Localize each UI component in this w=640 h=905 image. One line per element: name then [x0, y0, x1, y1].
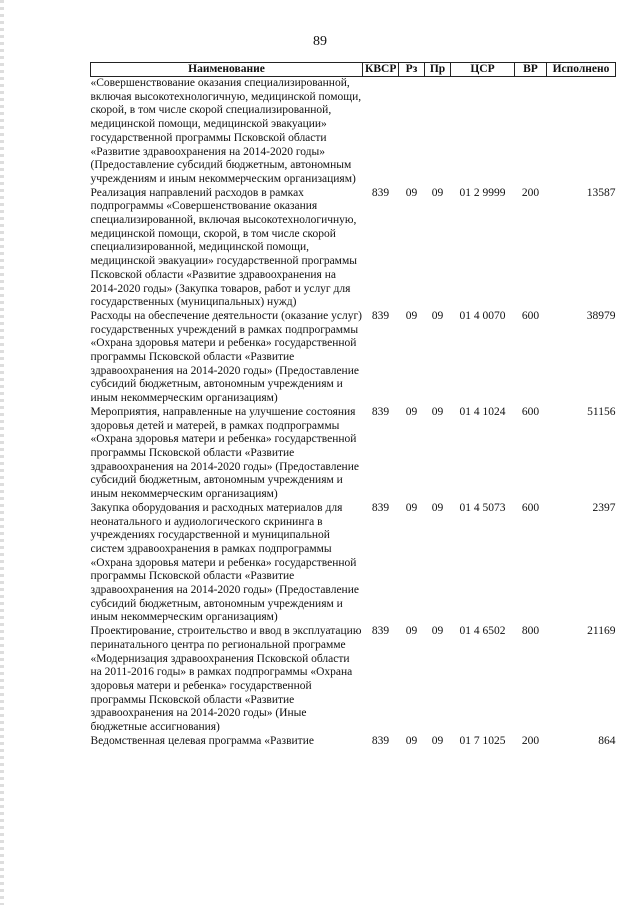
table-row: [91, 406, 616, 502]
row-vr: [515, 77, 547, 187]
row-name: Расходы на обеспечение деятельности (оказание услуг) государственных учреждений в рамках подпрограммы «Охрана здоровья матери и ребенка» государственной программы Псковской области «Развитие здравоохранения на 2014-2020 годы» (Предоставление субсидий бюджетным, автономным учреждениям и иным некоммерческим организациям): [90, 309, 362, 405]
row-kvsr: [363, 77, 399, 187]
row-csr: 01 4 6502: [459, 625, 506, 638]
row-vr: 200: [521, 186, 540, 199]
row-pr: 09: [431, 309, 444, 322]
row-vr: 600: [521, 405, 540, 418]
row-done: 13587: [586, 186, 616, 199]
row-name: Реализация направлений расходов в рамках подпрограммы «Совершенствование оказания специализированной, включая высокотехнологичную, медицинской помощи, скорой, в том числе скорой специализированной, медицинской помощи, медицинской эвакуации» государственной программы Псковской области «Развитие здравоохранения на 2014-2020 годы» (Закупка товаров, работ и услуг для государственных (муниципальных) нужд): [90, 186, 357, 309]
row-name: Закупка оборудования и расходных материалов для неонатального и аудиологического скрининга в учреждениях государственной и муниципальной систем здравоохранения в рамках подпрограммы «Охрана здоровья матери и ребенка» государственной программы Псковской области «Развитие здравоохранения на 2014-2020 годы» (Предоставление субсидий бюджетным, автономным учреждениям и иным некоммерческим организациям): [90, 501, 359, 624]
row-name: Проектирование, строительство и ввод в эксплуатацию перинатального центра по региональной программе «Модернизация здравоохранения Псковской области на 2011-2016 годы» в рамках подпрограммы «Охрана здоровья матери и ребенка» государственной программы Псковской области «Развитие здравоохранения на 2014-2020 годы» (Иные бюджетные ассигнования): [90, 625, 362, 734]
row-done: 2397: [592, 501, 616, 514]
header-pr: Пр: [425, 63, 451, 77]
header-done: Исполнено: [547, 63, 616, 77]
row-csr: 01 4 5073: [459, 501, 506, 514]
row-vr: 800: [521, 625, 540, 638]
scan-edge-artifact: [0, 0, 4, 905]
header-csr: ЦСР: [451, 63, 515, 77]
header-vr: ВР: [515, 63, 547, 77]
row-pr: 09: [431, 405, 444, 418]
row-name: «Совершенствование оказания специализированной, включая высокотехнологичную, медицинской помощи, скорой, в том числе скорой специализированной, медицинской помощи, медицинской эвакуации» государственной программы Псковской области «Развитие здравоохранения на 2014-2020 годы» (Предоставление субсидий бюджетным, автономным учреждениям и иным некоммерческим организациям): [90, 77, 362, 185]
row-kvsr: 839: [371, 309, 390, 322]
row-rz: 09: [405, 309, 418, 322]
header-name: Наименование: [91, 63, 363, 77]
row-rz: 09: [405, 405, 418, 418]
row-csr: 01 4 1024: [459, 405, 506, 418]
row-rz: 09: [405, 734, 418, 747]
row-csr: 01 7 1025: [459, 734, 506, 747]
row-vr: 600: [521, 501, 540, 514]
row-pr: 09: [431, 186, 444, 199]
row-csr: [451, 77, 515, 187]
table-header-row: [91, 63, 616, 77]
row-pr: 09: [431, 501, 444, 514]
row-rz: 09: [405, 625, 418, 638]
header-rz: Рз: [399, 63, 425, 77]
table-row: [91, 502, 616, 625]
row-done: 38979: [586, 309, 616, 322]
page-number: 89: [313, 34, 327, 49]
row-done: [547, 77, 616, 187]
row-kvsr: 839: [371, 625, 390, 638]
table-row: [91, 77, 616, 187]
row-kvsr: 839: [371, 186, 390, 199]
row-done: 21169: [587, 625, 616, 638]
table-row: [91, 625, 616, 735]
row-csr: 01 4 0070: [459, 309, 506, 322]
row-rz: [399, 77, 425, 187]
row-rz: 09: [405, 186, 418, 199]
row-vr: 600: [521, 309, 540, 322]
row-kvsr: 839: [371, 501, 390, 514]
table-row: [91, 310, 616, 406]
row-csr: 01 2 9999: [459, 186, 506, 199]
row-rz: 09: [405, 501, 418, 514]
row-pr: [425, 77, 451, 187]
row-name: Мероприятия, направленные на улучшение состояния здоровья детей и матерей, в рамках подпрограммы «Охрана здоровья матери и ребенка» государственной программы Псковской области «Развитие здравоохранения на 2014-2020 годы» (Предоставление субсидий бюджетным, автономным учреждениям и иным некоммерческим организациям): [90, 405, 359, 501]
row-done: 51156: [587, 405, 616, 418]
row-kvsr: 839: [371, 405, 390, 418]
row-kvsr: 839: [371, 734, 390, 747]
row-vr: 200: [521, 734, 540, 747]
header-kvsr: КВСР: [363, 63, 399, 77]
row-done: 864: [598, 734, 616, 747]
row-name: Ведомственная целевая программа «Развитие: [90, 734, 314, 747]
table-row: [91, 735, 616, 749]
row-pr: 09: [431, 625, 444, 638]
row-pr: 09: [431, 734, 444, 747]
table-row: [91, 187, 616, 310]
budget-table: [90, 62, 616, 748]
